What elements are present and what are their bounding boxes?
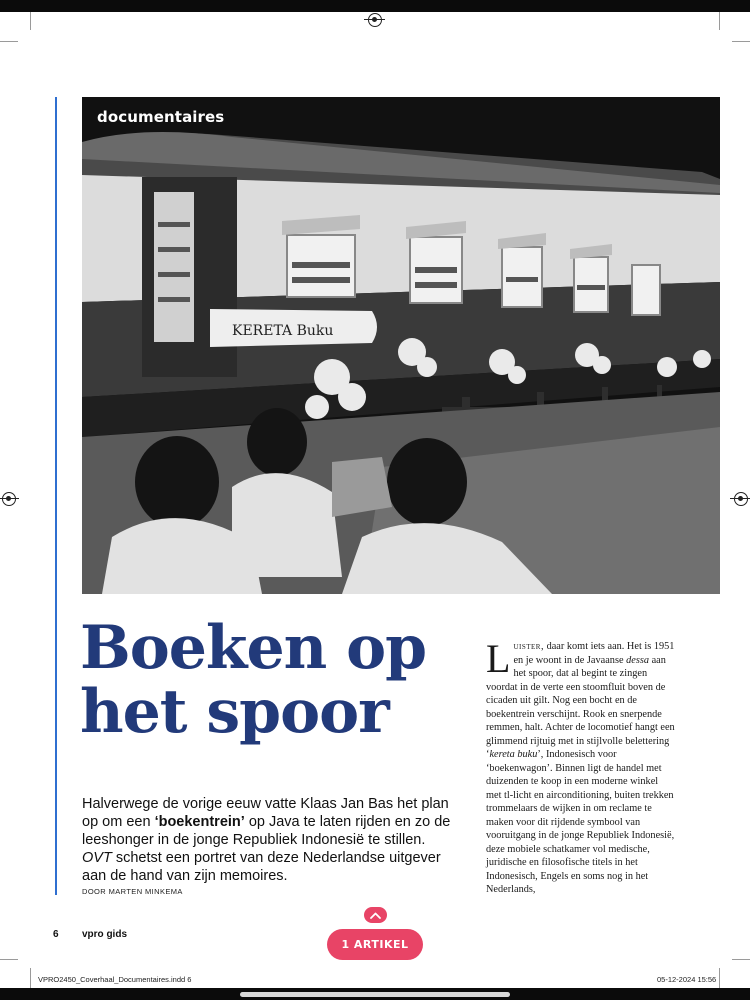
crop-mark <box>30 968 31 988</box>
chevron-up-icon <box>370 912 381 919</box>
article-count-button[interactable]: 1 ARTIKEL <box>327 929 423 960</box>
body-italic: dessa <box>626 654 649 666</box>
home-indicator[interactable] <box>240 992 510 997</box>
print-slug-timestamp: 05-12-2024 15:56 <box>657 975 717 984</box>
body-text: aan het spoor, dat al begint te zingen voordat in de verte een stoomfluit boven de cicaden uit gilt. Nog een bocht en de boekentrein verschijnt. Rook en snerpende remmen, halt. Achter de locomotief hangt een glimmend rijtuig met in stijlvolle belettering ‘ <box>486 654 675 760</box>
crop-mark <box>0 41 18 42</box>
column-rule <box>55 97 57 895</box>
byline: DOOR MARTEN MINKEMA <box>82 887 183 896</box>
body-text: ’, Indonesisch voor ‘boekenwagon’. Binnen ligt de handel met duizenden te koop in een moderne winkel met tl-licht en airconditioning, buiten trekken trommelaars de wijken in om reclame te maken voor dit rijdende symbool van vooruitgang in de jonge Republiek Indonesië, deze mobiele schatkamer vol medische, juridische en filosofische titels in het Indonesisch, Engels en soms nog in het Nederlands, <box>486 749 675 895</box>
section-label: documentaires <box>97 108 225 126</box>
train-sign-text: KERETA Buku <box>232 323 334 339</box>
magazine-name: vpro gids <box>82 929 128 940</box>
intro-italic: OVT <box>82 850 112 866</box>
crop-mark <box>719 968 720 988</box>
print-slug-file: VPRO2450_Coverhaal_Documentaires.indd 6 <box>38 975 192 984</box>
crop-mark <box>732 41 750 42</box>
drop-cap: L <box>486 636 511 681</box>
crop-mark <box>719 12 720 30</box>
intro-text: Halverwege de vorige eeuw vatte Klaas Jan Bas het plan op om een <box>82 796 449 830</box>
intro-text: op Java te laten rijden en zo de leeshonger in de jonge Republiek Indonesië te stillen. <box>82 814 451 848</box>
registration-mark-icon <box>2 492 16 506</box>
page-number: 6 <box>53 929 59 940</box>
intro-emphasis: ‘boekentrein’ <box>154 814 245 830</box>
body-italic: kereta buku <box>489 749 538 760</box>
page-title <box>80 613 460 747</box>
registration-mark-icon <box>368 13 382 27</box>
registration-mark-icon <box>734 492 748 506</box>
top-status-bar <box>0 0 750 12</box>
body-text: daar komt iets aan. Het is 1951 en je woont in de Javaanse <box>513 641 675 666</box>
crop-mark <box>732 959 750 960</box>
intro-text: schetst een portret van deze Nederlandse uitgever aan de hand van zijn memoires. <box>82 850 441 884</box>
train-photo-illustration <box>82 97 720 594</box>
title-line-1: Boeken op <box>80 613 427 683</box>
lead-in: uister, <box>513 641 545 652</box>
article-photo <box>82 97 720 594</box>
expand-button[interactable] <box>364 907 387 923</box>
title-line-2: het spoor <box>80 677 389 747</box>
intro-paragraph <box>82 795 454 885</box>
crop-mark <box>30 12 31 30</box>
crop-mark <box>0 959 18 960</box>
body-column <box>486 636 676 897</box>
